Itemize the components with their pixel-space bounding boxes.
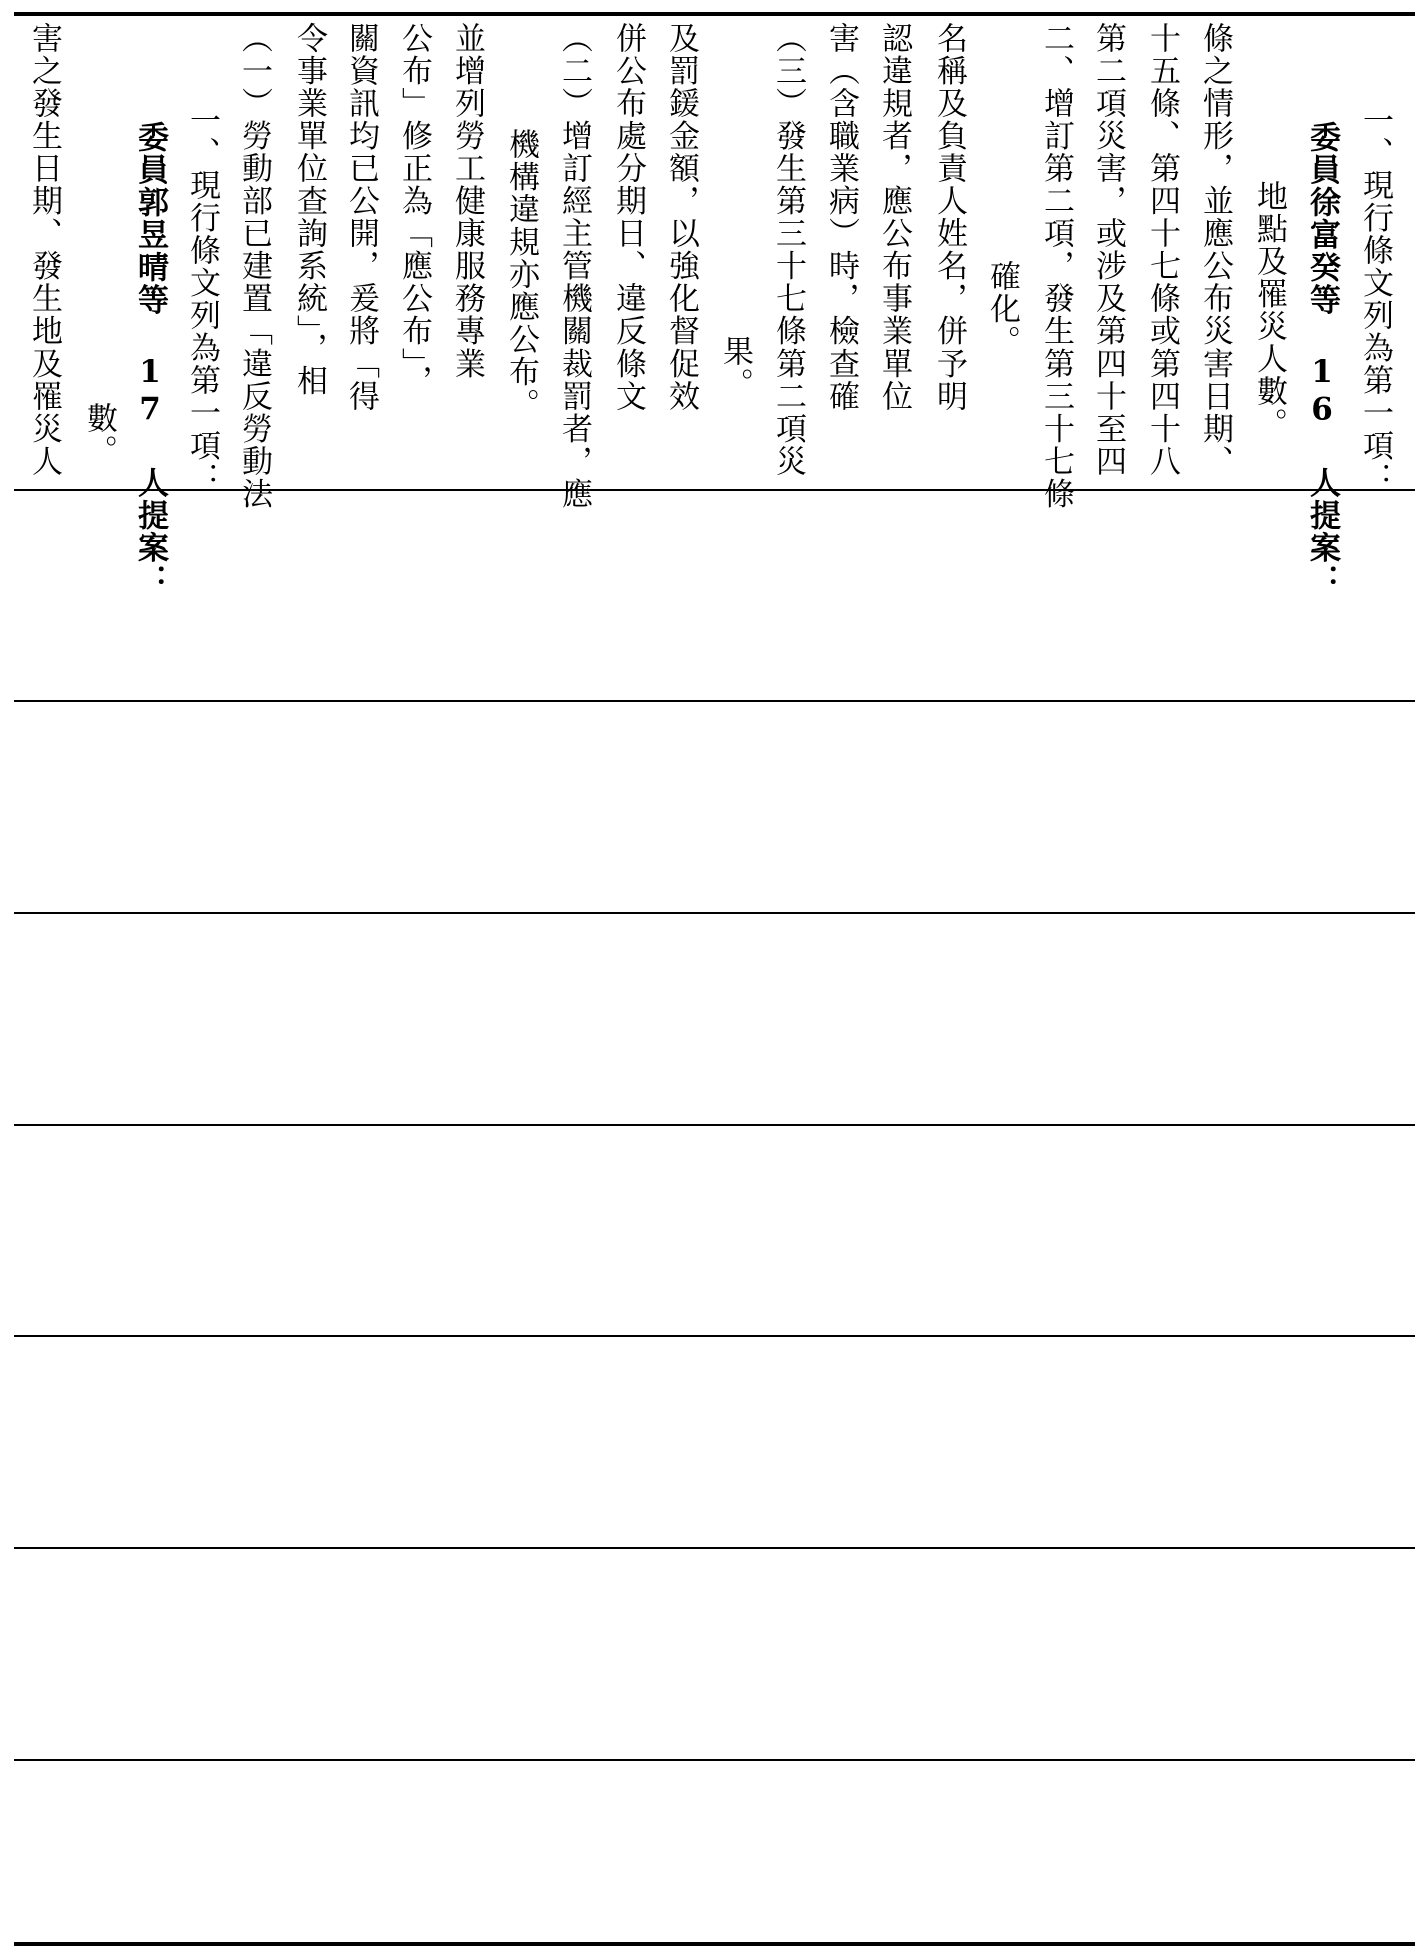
text-column: 關資訊均已公開，爰將「得 <box>343 22 379 413</box>
text-column: （三）發生第三十七條第二項災 <box>770 22 806 478</box>
row-divider <box>14 1759 1415 1761</box>
text-column: 條之情形，並應公布災害日期、 <box>1197 22 1233 478</box>
proposal-heading: 委員徐富癸等 16 人提案： <box>1304 121 1340 597</box>
text-column: 認違規者，應公布事業單位 <box>876 22 912 413</box>
text-column: 一、現行條文列為第一項： <box>184 104 220 495</box>
text-column: 確化。 <box>984 260 1020 358</box>
text-column: 公布」修正為「應公布」， <box>396 22 432 398</box>
text-column: 及罰鍰金額，以強化督促效 <box>663 22 699 413</box>
text-column: （二）增訂經主管機關裁罰者，應 <box>556 22 592 511</box>
row-divider <box>14 1124 1415 1126</box>
text-column: 第二項災害，或涉及第四十至四 <box>1090 22 1126 478</box>
text-column: 令事業單位查詢系統」，相 <box>291 22 327 398</box>
row-divider <box>14 912 1415 914</box>
text-column: 名稱及負責人姓名，併予明 <box>931 22 967 413</box>
text-column: 害（含職業病）時，檢查確 <box>823 22 859 413</box>
text-column: 果。 <box>717 335 753 401</box>
text-column: 併公布處分期日、違反條文 <box>610 22 646 413</box>
row-divider <box>14 1547 1415 1549</box>
text-column: 地點及罹災人數。 <box>1251 180 1287 441</box>
row-divider <box>14 1335 1415 1337</box>
text-column: 十五條、第四十七條或第四十八 <box>1144 22 1180 478</box>
text-column: （一）勞動部已建置「違反勞動法 <box>236 22 272 511</box>
row-divider <box>14 489 1415 491</box>
text-column: 二、增訂第二項，發生第三十七條 <box>1038 22 1074 511</box>
table-top-border <box>14 12 1415 16</box>
proposal-heading: 委員郭昱晴等 17 人提案： <box>132 121 168 597</box>
text-column: 一、現行條文列為第一項： <box>1357 104 1393 495</box>
text-column: 並增列勞工健康服務專業 <box>449 22 485 381</box>
text-column: 機構違規亦應公布。 <box>503 128 539 421</box>
table-bottom-border <box>14 1942 1415 1946</box>
text-column: 數。 <box>81 402 117 468</box>
row-divider <box>14 700 1415 702</box>
text-column: 害之發生日期、發生地及罹災人 <box>26 22 62 478</box>
